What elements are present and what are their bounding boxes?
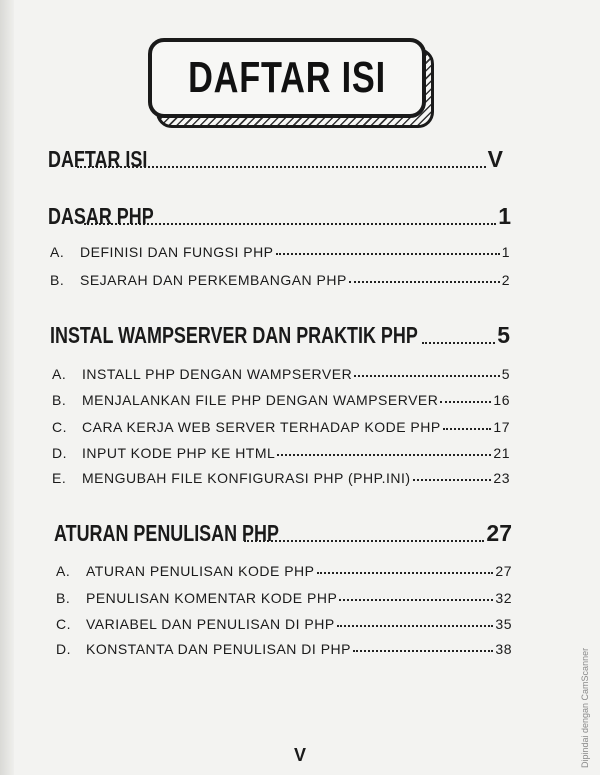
toc-entry-title: ATURAN PENULISAN PHP — [54, 520, 279, 546]
page-number-footer: V — [293, 745, 306, 765]
toc-subentry-page: 38 — [495, 641, 512, 657]
leader-dots — [422, 341, 495, 344]
leader-dots — [440, 400, 491, 403]
toc-subentry-title: CARA KERJA WEB SERVER TERHADAP KODE PHP — [82, 419, 441, 435]
toc-subentry-letter: A. — [50, 244, 65, 260]
toc-subentry[interactable] — [56, 641, 512, 657]
toc-subentry-page: 23 — [493, 470, 510, 486]
toc-entry-title: DAFTAR ISI — [48, 146, 148, 172]
toc-entry-title: INSTAL WAMPSERVER DAN PRAKTIK PHP — [50, 322, 418, 348]
toc-subentry[interactable] — [52, 445, 510, 461]
toc-subentry-title: SEJARAH DAN PERKEMBANGAN PHP — [80, 272, 347, 288]
leader-dots — [277, 453, 491, 456]
toc-subentry-title: PENULISAN KOMENTAR KODE PHP — [86, 590, 338, 606]
toc-subentry-page: 5 — [501, 366, 510, 382]
toc-subentry[interactable] — [56, 590, 512, 606]
scanner-watermark-text: Dipindai dengan CamScanner — [580, 647, 590, 768]
toc-subentry-letter: D. — [52, 445, 67, 461]
toc-subentry-letter: C. — [56, 616, 71, 632]
toc-subentry-title: INPUT KODE PHP KE HTML — [82, 445, 276, 461]
toc-subentry-title: MENJALANKAN FILE PHP DENGAN WAMPSERVER — [82, 392, 439, 408]
toc-subentry-letter: B. — [52, 392, 67, 408]
toc-subentry[interactable] — [52, 470, 510, 486]
toc-subentry[interactable] — [50, 272, 510, 288]
leader-dots — [353, 649, 493, 652]
leader-dots — [443, 427, 492, 430]
page-title: DAFTAR ISI — [188, 53, 386, 102]
leader-dots — [339, 598, 493, 601]
toc-subentry-title: KONSTANTA DAN PENULISAN DI PHP — [86, 641, 351, 657]
toc-subentry-letter: B. — [50, 272, 65, 288]
toc-subentry[interactable] — [52, 392, 510, 408]
toc-subentry-page: 35 — [495, 616, 512, 632]
toc-entry-instal-wampserver[interactable] — [50, 322, 510, 349]
toc-subentry-letter: A. — [52, 366, 67, 382]
toc-subentry-title: VARIABEL DAN PENULISAN DI PHP — [86, 616, 335, 632]
toc-subentry-page: 16 — [493, 392, 510, 408]
toc-entry-daftar-isi[interactable] — [48, 146, 503, 173]
toc-subentry-letter: E. — [52, 470, 67, 486]
toc-subentry[interactable] — [50, 244, 510, 260]
leader-dots — [337, 624, 494, 627]
toc-entry-page: 1 — [498, 203, 511, 229]
toc-subentry[interactable] — [56, 616, 512, 632]
leader-dots — [413, 478, 492, 481]
toc-subentry-page: 21 — [493, 445, 510, 461]
toc-subentry-page: 2 — [501, 272, 510, 288]
toc-subentry[interactable] — [52, 419, 510, 435]
toc-subentry-letter: D. — [56, 641, 71, 657]
toc-entry-title: DASAR PHP — [48, 203, 154, 229]
toc-subentry-title: DEFINISI DAN FUNGSI PHP — [80, 244, 274, 260]
leader-dots — [354, 374, 500, 377]
toc-subentry[interactable] — [52, 366, 510, 382]
leader-dots — [349, 280, 500, 283]
leader-dots — [244, 539, 485, 542]
page-edge — [0, 0, 14, 775]
toc-subentry-letter: C. — [52, 419, 67, 435]
toc-subentry-page: 27 — [495, 563, 512, 579]
toc-entry-dasar-php[interactable] — [48, 203, 511, 230]
toc-entry-page: 5 — [497, 322, 510, 348]
toc-entry-aturan-penulisan[interactable] — [54, 520, 512, 547]
leader-dots — [276, 252, 500, 255]
toc-subentry-title: INSTALL PHP DENGAN WAMPSERVER — [82, 366, 353, 382]
toc-entry-page: V — [487, 146, 503, 172]
toc-subentry-page: 1 — [501, 244, 510, 260]
toc-subentry-letter: A. — [56, 563, 71, 579]
title-banner — [148, 38, 438, 130]
leader-dots — [317, 571, 494, 574]
toc-subentry-title: ATURAN PENULISAN KODE PHP — [86, 563, 315, 579]
toc-subentry-letter: B. — [56, 590, 71, 606]
toc-subentry-page: 32 — [495, 590, 512, 606]
toc-subentry[interactable] — [56, 563, 512, 579]
toc-entry-page: 27 — [486, 520, 512, 546]
scanner-watermark — [578, 640, 594, 770]
toc-subentry-page: 17 — [493, 419, 510, 435]
toc-subentry-title: MENGUBAH FILE KONFIGURASI PHP (PHP.INI) — [82, 470, 411, 486]
